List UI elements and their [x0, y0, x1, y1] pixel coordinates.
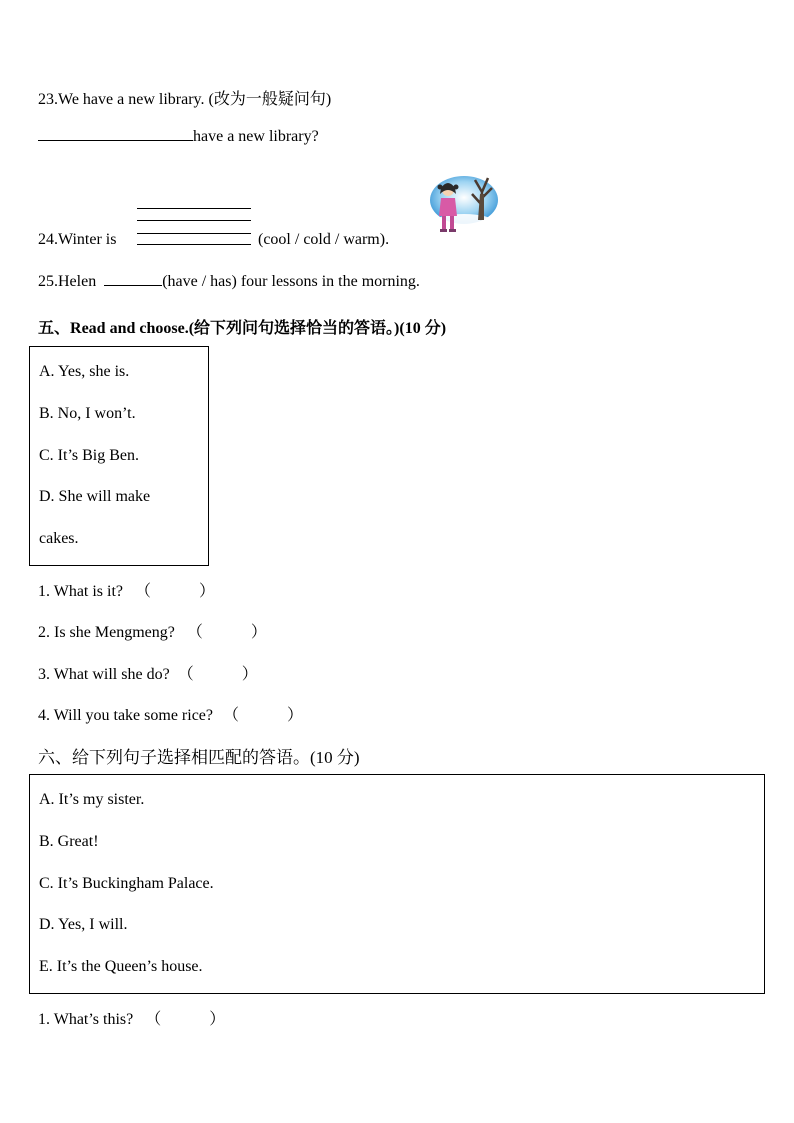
section-5-question-4 [38, 702, 303, 725]
option-c: C. It’s Big Ben. [39, 447, 140, 464]
answer-parentheses[interactable]: （ ） [177, 666, 258, 683]
option-b: B. No, I won’t. [39, 405, 136, 422]
section-5-title-en: Read and choose. [70, 320, 189, 337]
section-5-instructions: (给下列问句选择恰当的答语。)(10 分) [188, 320, 447, 337]
answer-blank[interactable] [38, 139, 193, 141]
section-5-options-box [29, 346, 209, 566]
answer-parentheses[interactable]: （ ） [145, 1011, 226, 1028]
writing-line-4[interactable] [137, 244, 251, 245]
answer-parentheses[interactable]: （ ） [223, 707, 304, 724]
question-text: 4. Will you take some rice? [38, 707, 214, 724]
question-25 [38, 273, 420, 291]
answer-parentheses[interactable]: （ ） [135, 583, 216, 600]
question-25-prefix: 25.Helen [38, 273, 97, 290]
option-d-continued: cakes. [39, 530, 79, 547]
option-d: D. She will make [39, 488, 151, 505]
writing-line-2 [137, 220, 251, 221]
question-23: 23.We have a new library. (改为一般疑问句) [38, 91, 332, 108]
question-text: 1. What is it? [38, 583, 124, 600]
question-text: 1. What’s this? [38, 1011, 134, 1028]
answer-blank[interactable] [104, 284, 162, 286]
option-a: A. It’s my sister. [39, 791, 145, 808]
question-25-rest: (have / has) four lessons in the morning. [162, 273, 420, 290]
section-5-question-3 [38, 661, 258, 684]
answer-parentheses[interactable]: （ ） [186, 624, 267, 641]
section-5-number: 五、 [38, 320, 71, 337]
option-d: D. Yes, I will. [39, 916, 128, 933]
section-5-heading [38, 315, 446, 338]
writing-line-3[interactable] [137, 233, 251, 234]
question-text: 2. Is she Mengmeng? [38, 624, 175, 641]
section-5-question-1 [38, 578, 215, 601]
option-e: E. It’s the Queen’s house. [39, 958, 203, 975]
question-text: 3. What will she do? [38, 666, 170, 683]
section-6-heading: 六、给下列句子选择相匹配的答语。(10 分) [38, 748, 360, 767]
section-5-question-2 [38, 619, 267, 642]
question-23-tail: have a new library? [193, 128, 319, 145]
girl-in-winter-illustration [420, 172, 500, 240]
question-24-prefix: 24.Winter is [38, 231, 117, 248]
option-c: C. It’s Buckingham Palace. [39, 875, 214, 892]
question-23-answer-line [38, 128, 319, 146]
option-a: A. Yes, she is. [39, 363, 130, 380]
section-6-question-1 [38, 1006, 225, 1029]
section-6-options-box [29, 774, 765, 994]
writing-line-1 [137, 208, 251, 209]
question-24-choices: (cool / cold / warm). [258, 231, 390, 248]
option-b: B. Great! [39, 833, 99, 850]
